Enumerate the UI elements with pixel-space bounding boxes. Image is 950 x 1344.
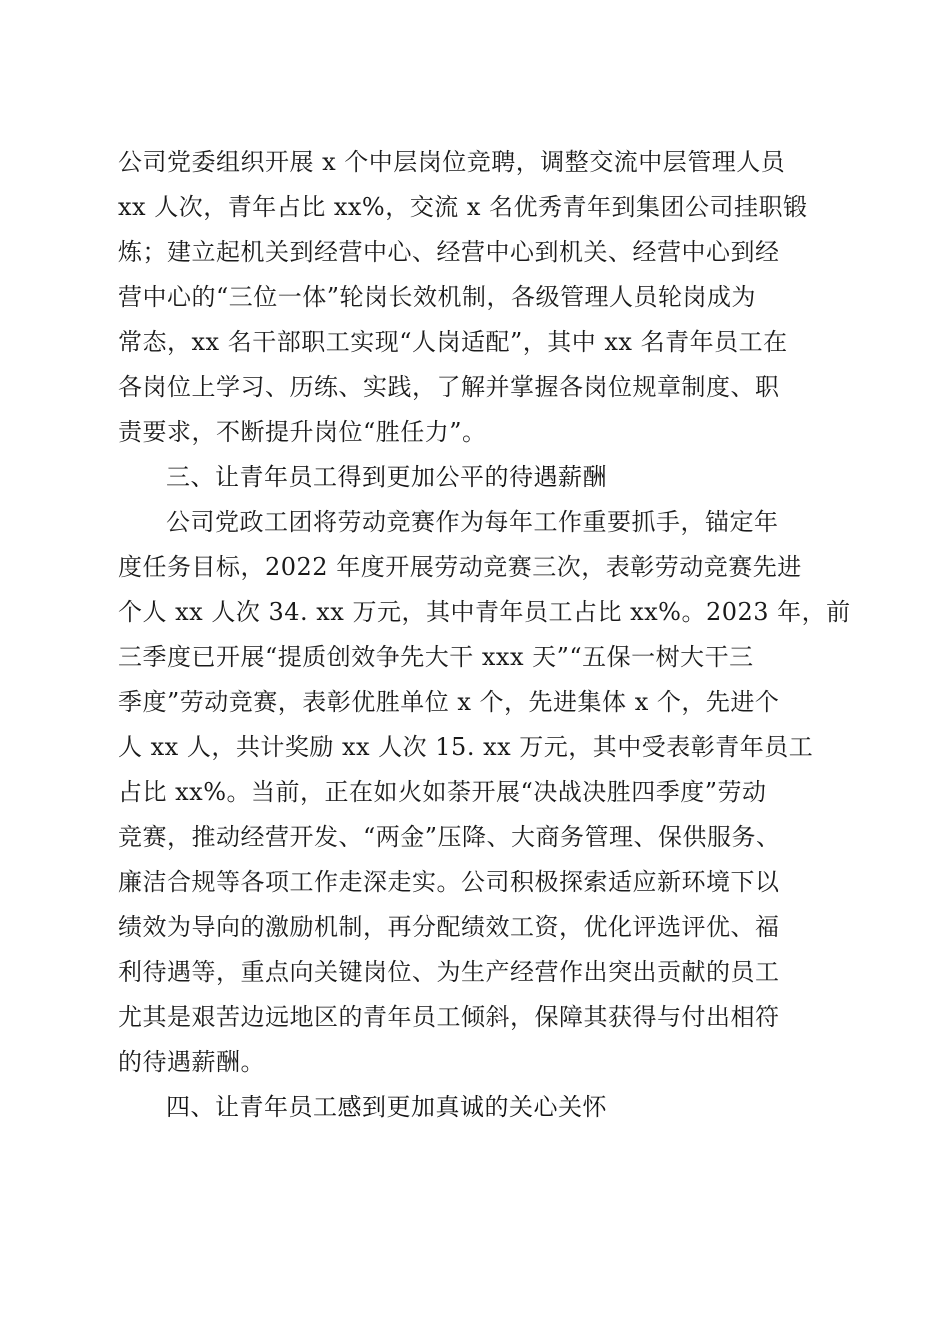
paragraph1-line-4: 营中心的“三位一体”轮岗长效机制，各级管理人员轮岗成为 bbox=[118, 283, 757, 311]
paragraph1-line-3: 炼；建立起机关到经营中心、经营中心到机关、经营中心到经 bbox=[118, 238, 780, 266]
section3-line-11: 利待遇等，重点向关键岗位、为生产经营作出突出贡献的员工 bbox=[118, 958, 780, 986]
paragraph1-line-2: xx 人次，青年占比 xx%，交流 x 名优秀青年到集团公司挂职锻 bbox=[118, 193, 808, 221]
section3-line-10: 绩效为导向的激励机制，再分配绩效工资，优化评选评优、福 bbox=[118, 913, 780, 941]
section3-line-4: 三季度已开展“提质创效争先大干 xxx 天”“五保一树大干三 bbox=[118, 643, 754, 671]
section3-line-9: 廉洁合规等各项工作走深走实。公司积极探索适应新环境下以 bbox=[118, 868, 780, 896]
section3-line-8: 竞赛，推动经营开发、“两金”压降、大商务管理、保供服务、 bbox=[118, 823, 781, 851]
section3-heading: 三、让青年员工得到更加公平的待遇薪酬 bbox=[166, 463, 607, 491]
section3-line-3: 个人 xx 人次 34. xx 万元，其中青年员工占比 xx%。2023 年，前 bbox=[118, 598, 851, 626]
paragraph1-line-1: 公司党委组织开展 x 个中层岗位竞聘，调整交流中层管理人员 bbox=[118, 148, 786, 176]
paragraph1-line-6: 各岗位上学习、历练、实践，了解并掌握各岗位规章制度、职 bbox=[118, 373, 780, 401]
paragraph1-line-7: 责要求，不断提升岗位“胜任力”。 bbox=[118, 418, 487, 446]
section3-line-5: 季度”劳动竞赛，表彰优胜单位 x 个，先进集体 x 个，先进个 bbox=[118, 688, 780, 716]
section3-line-6: 人 xx 人，共计奖励 xx 人次 15. xx 万元，其中受表彰青年员工 bbox=[118, 733, 814, 761]
section3-line-12: 尤其是艰苦边远地区的青年员工倾斜，保障其获得与付出相符 bbox=[118, 1003, 780, 1031]
section3-line-2: 度任务目标，2022 年度开展劳动竞赛三次，表彰劳动竞赛先进 bbox=[118, 553, 802, 581]
section3-line-13: 的待遇薪酬。 bbox=[118, 1048, 265, 1076]
section4-heading: 四、让青年员工感到更加真诚的关心关怀 bbox=[166, 1093, 607, 1121]
paragraph1-line-5: 常态，xx 名干部职工实现“人岗适配”，其中 xx 名青年员工在 bbox=[118, 328, 788, 356]
section3-line-1: 公司党政工团将劳动竞赛作为每年工作重要抓手，锚定年 bbox=[166, 508, 779, 536]
section3-line-7: 占比 xx%。当前，正在如火如荼开展“决战决胜四季度”劳动 bbox=[118, 778, 767, 806]
